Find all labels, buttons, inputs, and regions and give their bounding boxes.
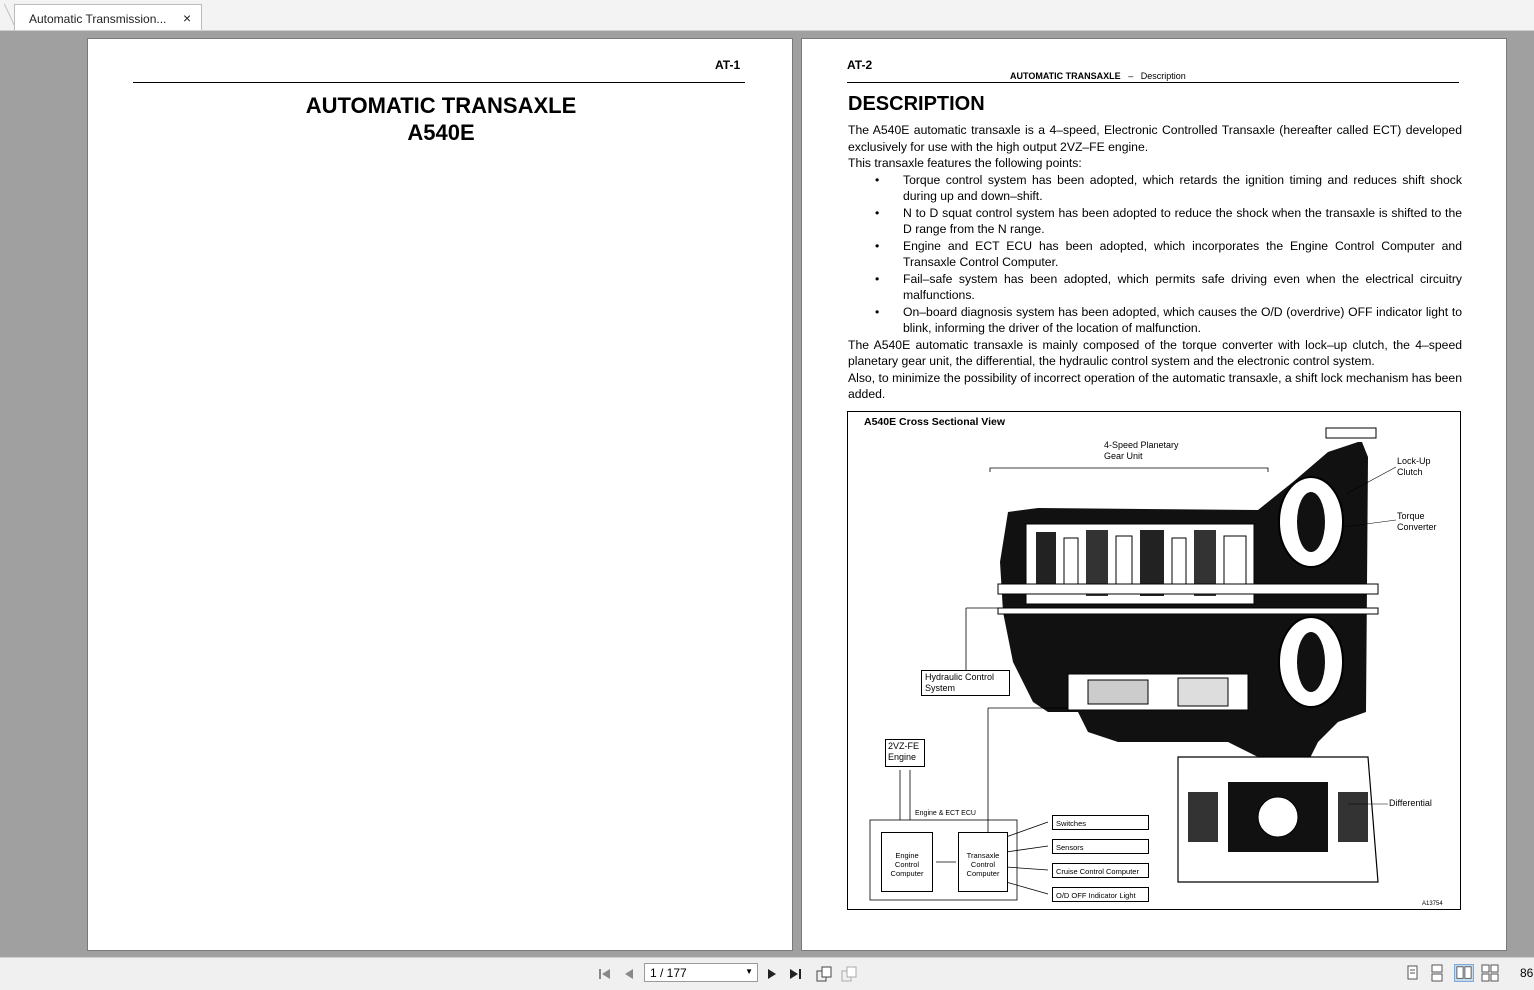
prev-page-icon[interactable] — [620, 965, 638, 983]
page-number-select[interactable] — [644, 963, 758, 982]
feature-item: • Fail–safe system has been adopted, which permits safe driving even when the electrical circuitry malfunctions. — [848, 271, 1462, 304]
header-rule — [847, 82, 1459, 83]
first-page-icon[interactable] — [596, 965, 614, 983]
bottom-toolbar — [0, 957, 1534, 990]
engine-box — [885, 739, 925, 767]
label-hydraulic-line2: System — [925, 683, 956, 693]
engine-control-computer-box — [881, 832, 933, 892]
tab-bar — [0, 0, 1534, 31]
label-planetary-line1: 4-Speed Planetary — [1104, 440, 1179, 450]
label-sensors: Sensors — [1056, 843, 1084, 852]
label-engine-line1: 2VZ-FE — [888, 741, 920, 751]
label-torque-line1: Torque — [1397, 511, 1425, 521]
continuous-view-icon[interactable] — [1427, 964, 1447, 982]
cruise-control-box — [1052, 863, 1149, 878]
label-tcc-line3: Computer — [966, 869, 1000, 878]
zoom-level[interactable]: 86 — [1520, 966, 1534, 980]
facing-view-icon[interactable] — [1454, 964, 1474, 982]
section-heading: DESCRIPTION — [848, 93, 985, 115]
label-torque-line2: Converter — [1397, 522, 1437, 532]
label-engine-line2: Engine — [888, 752, 917, 762]
switches-box — [1052, 815, 1149, 830]
continuous-facing-view-icon[interactable] — [1480, 964, 1500, 982]
running-head-sub: Description — [1140, 71, 1186, 81]
feature-item: • N to D squat control system has been adopted to reduce the shock when the transaxle is shifted to the D range from the N range. — [848, 205, 1462, 238]
label-ecc-line1: Engine — [895, 851, 919, 860]
close-icon[interactable]: × — [183, 10, 192, 26]
feature-item: • Torque control system has been adopted, which retards the ignition timing and reduces shift shock during up and down–shift. — [848, 172, 1462, 205]
feature-list — [848, 172, 1462, 337]
hydraulic-control-box — [921, 670, 1010, 696]
figure-title: A540E Cross Sectional View — [864, 416, 1006, 428]
label-ecc-line2: Control — [894, 860, 920, 869]
chevron-down-icon: ▼ — [745, 967, 753, 976]
single-page-view-icon[interactable] — [1402, 964, 1422, 982]
label-lockup-line2: Clutch — [1397, 467, 1423, 477]
tab-title: Automatic Transmission... — [29, 12, 167, 26]
cross-section-figure — [847, 411, 1461, 910]
page-2 — [801, 38, 1507, 951]
label-cruise: Cruise Control Computer — [1056, 867, 1139, 876]
composition-paragraph: The A540E automatic transaxle is mainly composed of the torque converter with lock–up clutch, the 4–speed planetary gear unit, the differential, the hydraulic control system and the electronic control system. — [848, 337, 1462, 368]
od-indicator-box — [1052, 887, 1149, 902]
last-page-icon[interactable] — [787, 965, 805, 983]
figure-code: A13754 — [1422, 901, 1443, 907]
label-differential: Differential — [1389, 798, 1432, 808]
label-switches: Switches — [1056, 819, 1087, 828]
feature-item: • On–board diagnosis system has been adopted, which causes the O/D (overdrive) OFF indicator light to blink, informing the driver of the location of malfunction. — [848, 304, 1462, 337]
intro-paragraph: The A540E automatic transaxle is a 4–speed, Electronic Controlled Transaxle (hereafter called ECT) developed exclusively for use with the high output 2VZ–FE engine. — [848, 123, 1462, 154]
page-indicator: 1 / 177 — [650, 966, 687, 980]
transaxle-drawing — [848, 412, 1460, 909]
header-rule — [133, 82, 745, 83]
label-planetary-line2: Gear Unit — [1104, 451, 1143, 461]
running-head-separator: – — [1128, 71, 1134, 81]
label-hydraulic-line1: Hydraulic Control — [925, 672, 995, 682]
label-tcc-line1: Transaxle — [966, 851, 1000, 860]
rotate-alt-icon[interactable] — [840, 965, 858, 983]
body-text — [848, 122, 1462, 403]
rotate-icon[interactable] — [815, 965, 833, 983]
running-head — [1010, 71, 1186, 81]
page-1 — [87, 38, 793, 951]
page-label: AT-2 — [847, 58, 873, 72]
chapter-model: A540E — [407, 120, 475, 145]
chapter-title: AUTOMATIC TRANSAXLE — [305, 93, 577, 118]
label-lockup-line1: Lock-Up — [1397, 456, 1431, 466]
label-ecc-line3: Computer — [890, 869, 924, 878]
label-od-light: O/D OFF Indicator Light — [1056, 891, 1136, 900]
feature-item: • Engine and ECT ECU has been adopted, which incorporates the Engine Control Computer and Transaxle Control Computer. — [848, 238, 1462, 271]
sensors-box — [1052, 839, 1149, 854]
features-lead: This transaxle features the following points: — [848, 156, 1082, 170]
label-tcc-line2: Control — [970, 860, 996, 869]
next-page-icon[interactable] — [763, 965, 781, 983]
running-head-section: AUTOMATIC TRANSAXLE — [1010, 71, 1121, 81]
page-label: AT-1 — [715, 58, 741, 72]
shift-lock-paragraph: Also, to minimize the possibility of incorrect operation of the automatic transaxle, a shift lock mechanism has been added. — [848, 370, 1462, 401]
label-ecu: Engine & ECT ECU — [915, 810, 976, 817]
transaxle-control-computer-box — [958, 832, 1008, 892]
document-tab[interactable] — [14, 4, 202, 30]
